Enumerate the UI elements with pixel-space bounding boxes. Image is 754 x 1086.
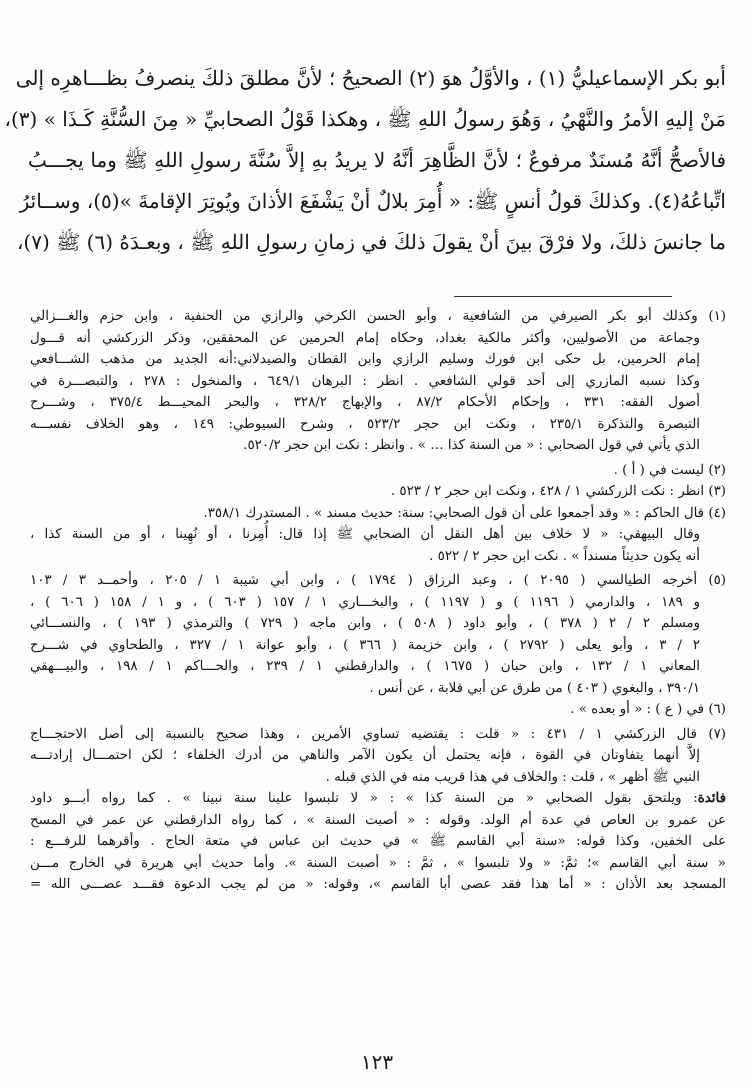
footnote-1-line: أصول الفقه: ٣٣١ ، وإحكام الأحكام ٨٧/٢ ، والإبهاج ٣٢٨/٢ ، والبحر المحيـــط ٣٧٥/٤ ، وشـــرح [30,395,701,410]
main-line: أبو بكر الإسماعيليُّ (١) ، والأوَّلُ هوَ (٢) الصحيحُ ؛ لأنَّ مطلقَ ذلكَ ينصرفُ بظـــاهرِه إلى [15,66,726,90]
footnote-1-line: إمام الحرمين، بل حكى ابن فورك وسليم الرازي وابن القطان والصيدلاني:أنه الجديد من مذهب الشـــافعي [30,352,700,367]
footnote-5-line: ٢ / ٣ ، وأبو يعلى ( ٢٧٩٢ ) ، وابن خزيمة ( ٣٦٦ ) ، وأبو عوانة ١ / ٣٢٧ ، والطحاوي في شـــرح [30,637,700,653]
main-line: فالأصحُّ أنَّهُ مُسنَدٌ مرفوعٌ ؛ لأنَّ الظَّاهِرَ أنَّهُ لا يريدُ بهِ إلاَّ سُنَّةَ رسولِ اللهِ ﷺ وما يجـــبُ [28,148,726,172]
page-number: ١٢٣ [360,1050,394,1074]
benefit-note-line: عن عمرو بن العاص في عدة أم الولد. وقوله : « أصبت السنة » ، كما رواه الدارقطني عن عمر في المسح [30,812,726,828]
main-text [4,58,726,263]
footnote-4-line: وقال البيهقي: « لا خلاف بين أهل النقل أن الصحابي ﷺ إذا قال: أُمِرنا ، أو نُهِينا ، أو من السنة كذا ، [30,527,700,542]
footnote-1-line: وجماعة من الأصوليين، وأكثر مالكية بغداد، وحكاه إمام الحرمين عن المحققين، وذكر الزركشي أنه قـــول [30,330,700,346]
footnote-3: (٣) انظر : نكت الزركشي ١ / ٤٢٨ ، ونكت ابن حجر ٢ / ٥٢٣ . [390,484,726,499]
footnote-5-line: ومسلم ٢ / ٢ ( ٣٧٨ ) ، وأبو داود ( ٥٠٨ ) ، وابن ماجه ( ٧٢٩ ) والترمذي ( ١٩٣ ) ، والنســـائي [30,616,700,631]
footnote-1-line: وكذا نسبه المازري إلى أحد قولي الشافعي . انظر : البرهان ٦٤٩/١ ، والمنخول : ٢٧٨ ، والتبصـــرة في [30,373,701,389]
benefit-note-line: على الخفين، وكذا قوله: «سنة أبي القاسم ﷺ » في حديث ابن عباس في متعة الحاج . وأقرهما للرفـــع : [30,834,726,849]
benefit-note-line: « سنة أبي القاسم »؛ ثمَّ: « ولا تلبسوا » ، ثمَّ : « أصبت السنة ». وأما حديث أبي هريرة في الخارج مـــن [30,855,726,871]
footnote-5-line: و ١٨٩ ، والدارمي ( ١١٩٦ ) و ( ١١٩٧ ) ، والبخـــاري ١ / ١٥٧ ( ٦٠٣ ) ، و ١ / ١٥٨ ( ٦٠٦ ) ، [30,594,700,610]
benefit-label: فائدة [697,790,726,806]
footnote-5-line: المعاني ١ / ١٣٢ ، وابن حبان ( ١٦٧٥ ) ، والدارقطني ١ / ٢٣٩ ، والحـــاكم ١ / ١٩٨ ، والبيـــهقي [30,659,700,674]
footnote-1-line: التبصرة والتذكرة ٢٣٥/١ ، ونكت ابن حجر ٥٢٣/٢ ، وشرح السيوطي: ١٤٩ ، وهو الخلاف نفســـه [30,416,700,432]
footnote-4-line: أنه يكون حديثاً مسنداً » . نكت ابن حجر ٢ / ٥٢٢ . [429,548,700,564]
footnote-7-line: إلاَّ أنهما يتفاوتان في القوة ، فإنه يحتمل أن يكون الآمر والناهي من أدرك الخلفاء ؛ لكن احتمـــال إرادتـــه [30,748,700,763]
footnote-4-line: (٤) قال الحاكم : « وقد أجمعوا على أن قول الصحابي: سنة: حديث مسند » . المستدرك ٣٥٨/١. [203,505,726,521]
footnote-7-line: النبي ﷺ أظهر » ، قلت : والخلاف في هذا قريب منه في الذي قبله . [325,769,700,785]
benefit-note-line [30,788,726,810]
footnote-5-line: (٥) أخرجه الطيالسي ( ٢٠٩٥ ) ، وعبد الرزاق ( ١٧٩٤ ) ، وابن أبي شيبة ١ / ٢٠٥ ، وأحمــد ٣ / ١٠٣ [30,573,726,588]
footnote-6: (٦) في ( ع ) : « أو بعده » . [570,702,726,717]
footnote-1-line: (١) وكذلك أبو بكر الصيرفي من الشافعية ، وأبو الحسن الكرخي والرازي من الحنفية ، وابن حزم والغـــزالي [30,309,726,324]
main-line: مَنْ إليهِ الأمرُ والنَّهْيُ ، وَهُوَ رسولُ اللهِ ﷺ ، وهكذا قَوْلُ الصحابيِّ « مِنَ السُّنَّةِ كَـذَا » (٣)، [4,107,726,131]
footnotes [30,306,726,896]
footnote-2: (٢) ليست في ( أ ) . [613,462,726,478]
footnote-5-line: ٣٩٠/١ ، والبغوي ( ٤٠٣ ) من طرق عن أبي قلابة ، عن أنس . [369,680,700,696]
main-line: ما جانسَ ذلكَ، ولا فرْقَ بينَ أنْ يقولَ ذلكَ في زمانِ رسولِ اللهِ ﷺ ، وبعـدَهُ (٦) ﷺ (٧)، [16,230,726,254]
main-line: اتِّباعُهُ(٤). وكذلكَ قولُ أنسٍ ﷺ: « أُمِرَ بلالٌ أنْ يَشْفَعَ الأذانَ ويُوتِرَ الإقامةَ »(٥)، وســائرُ [19,189,726,213]
footnote-7-line: (٧) قال الزركشي ١ / ٤٣١ : « قلت : يقتضيه تساوي الأمرين ، وهذا صحيح بالنسبة إلى أصل الاحتجـــاج [30,726,726,742]
benefit-note-line: المسجد بعد الأذان : « أما هذا فقد عصى أبا القاسم »، وقوله: « من لم يجب الدعوة فقـــد عصـــى الله = [30,877,726,892]
benefit-text: : ويلتحق بقول الصحابي « من السنة كذا » : « لا تلبسوا علينا سنة نبينا » . كما رواه أبـــو داود [30,791,698,806]
footnote-separator [454,296,672,297]
footnote-1-line: الذي يأتي في قول الصحابي : « من السنة كذا … » . وانظر : نكت ابن حجر ٥٢٠/٢. [243,438,700,453]
